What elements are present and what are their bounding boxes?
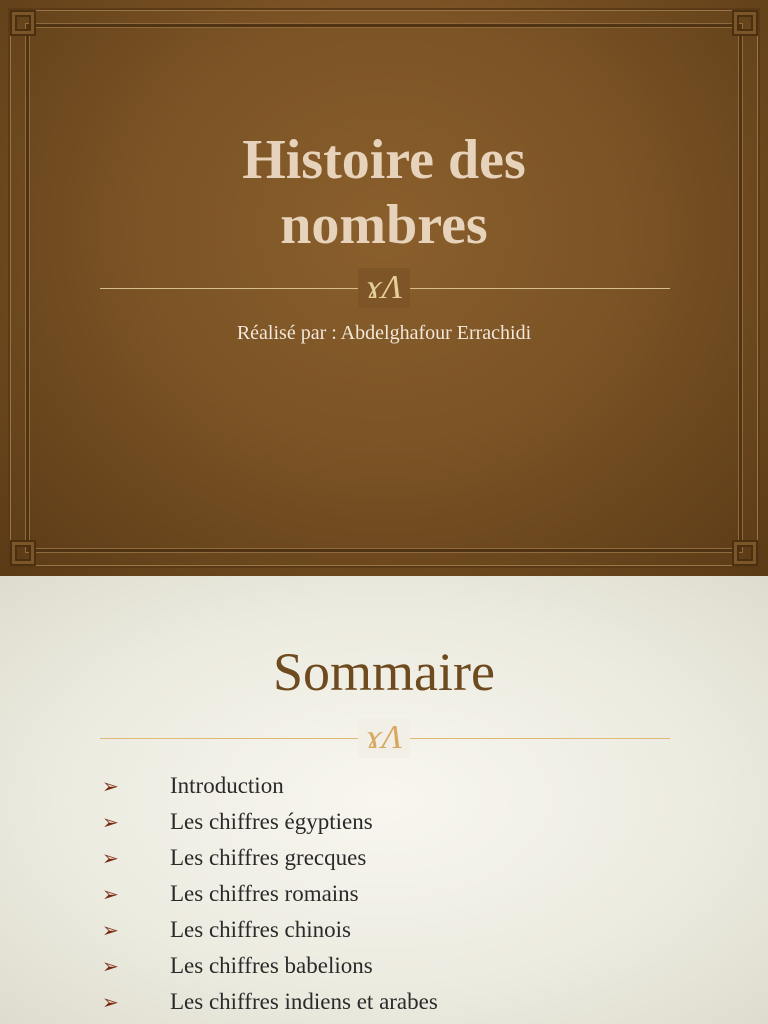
summary-slide [0,576,768,1024]
corner-ornament [732,540,758,566]
list-item: ➢ Introduction [102,773,284,798]
corner-ornament [732,10,758,36]
arrow-bullet-icon: ➢ [102,774,119,798]
arrow-bullet-icon: ➢ [102,954,119,978]
flourish-icon [0,268,768,308]
corner-ornament [10,10,36,36]
summary-list [102,768,438,1020]
list-item: ➢ Les chiffres chinois [102,917,351,942]
arrow-bullet-icon: ➢ [102,918,119,942]
arrow-bullet-icon: ➢ [102,882,119,906]
arrow-bullet-icon: ➢ [102,810,119,834]
list-item: ➢ Les chiffres indiens et arabes [102,989,438,1014]
arrow-bullet-icon: ➢ [102,990,119,1014]
title-line-2: nombres [280,194,488,256]
slide-title [0,128,768,258]
list-item: ➢ Les chiffres babelions [102,953,373,978]
summary-title: Sommaire [273,642,495,702]
corner-ornament [10,540,36,566]
title-line-1: Histoire des [242,129,526,191]
list-item: ➢ Les chiffres romains [102,881,359,906]
flourish-icon [0,718,768,758]
flourish-glyph: ɤɅ [358,718,410,758]
list-item: ➢ Les chiffres égyptiens [102,809,373,834]
list-item: ➢ Les chiffres grecques [102,845,367,870]
arrow-bullet-icon: ➢ [102,846,119,870]
flourish-glyph: ɤɅ [358,268,410,308]
author-subtitle: Réalisé par : Abdelghafour Errachidi [236,322,532,344]
